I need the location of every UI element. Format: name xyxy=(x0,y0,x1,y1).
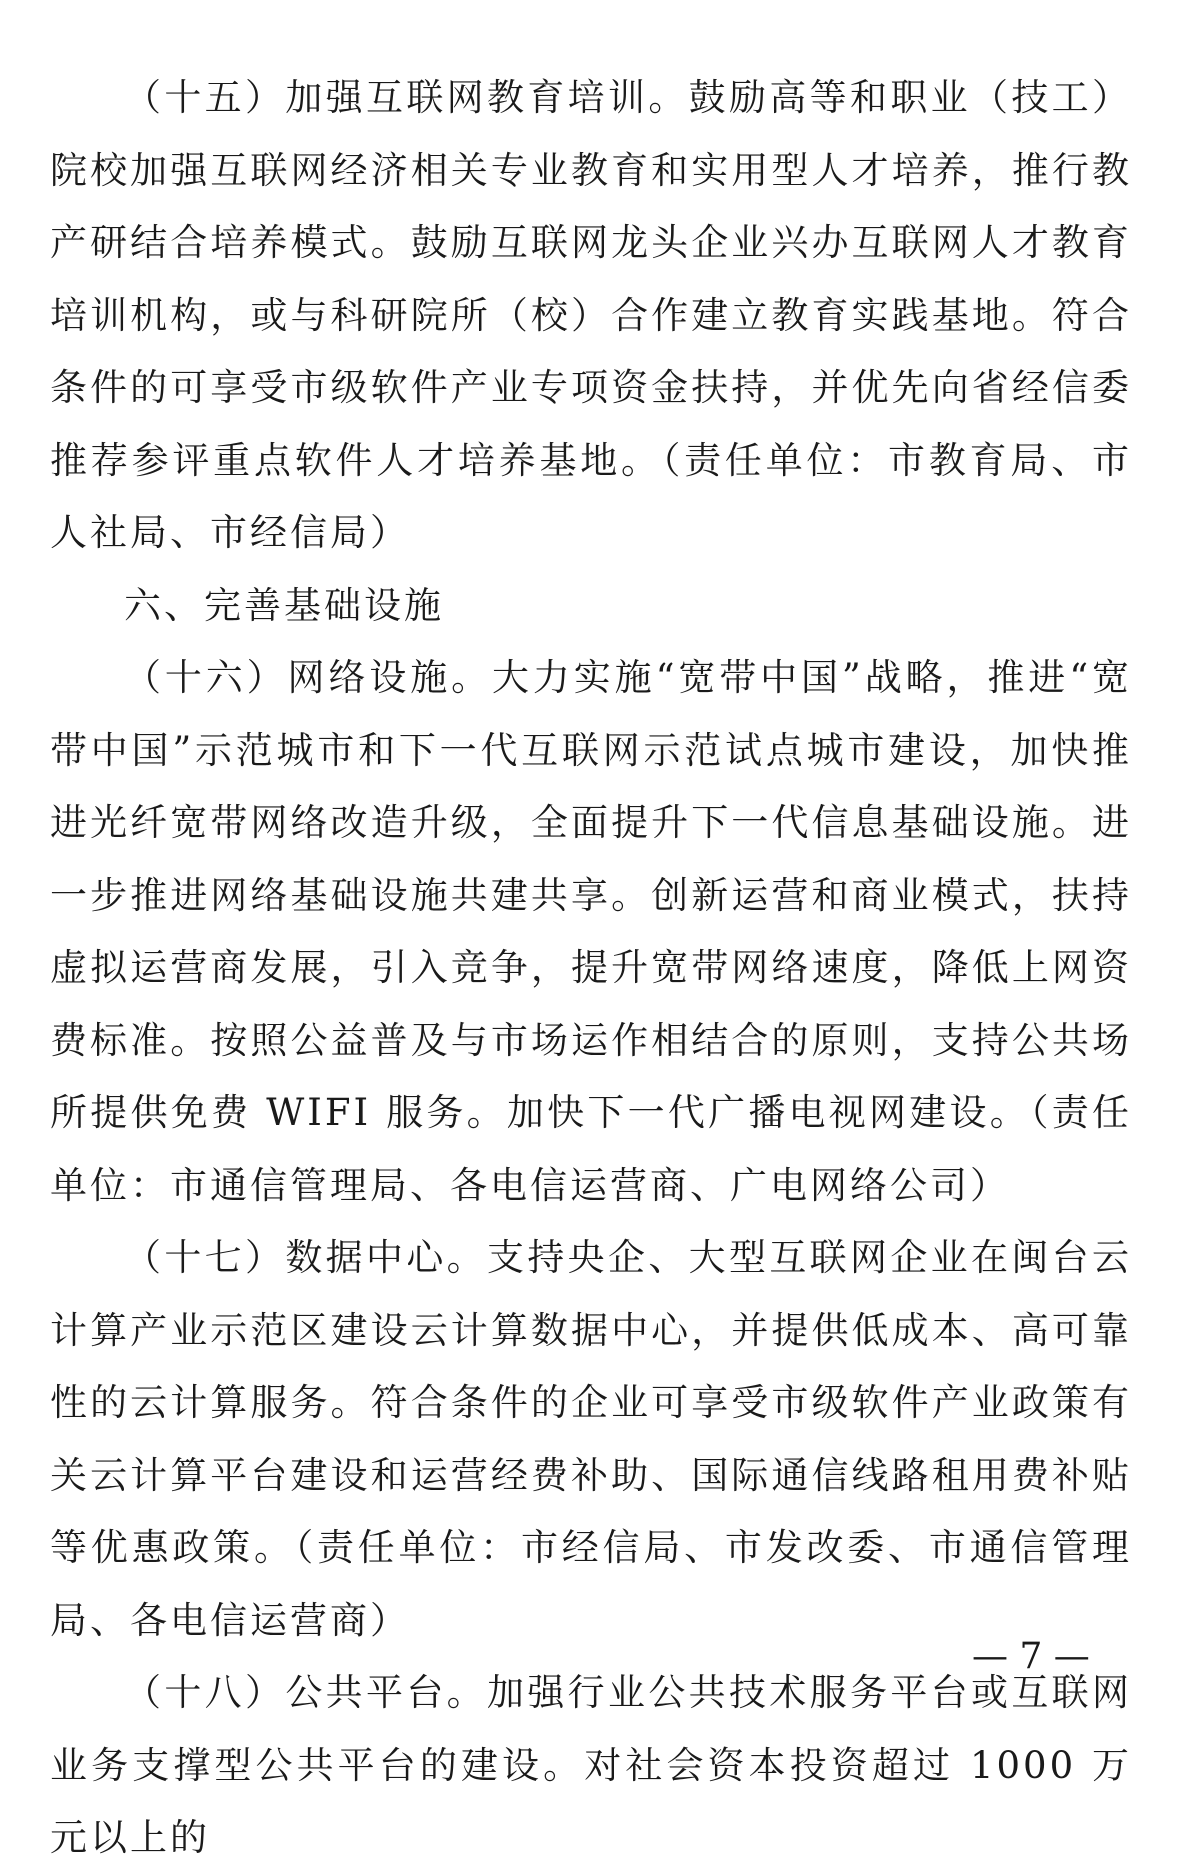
paragraph-education-training: （十五）加强互联网教育培训。鼓励高等和职业（技工）院校加强互联网经济相关专业教育和实用型人才培养，推行教产研结合培养模式。鼓励互联网龙头企业兴办互联网人才教育培训机构，或与科研院所（校）合作建立教育实践基地。符合条件的可享受市级软件产业专项资金扶持，并优先向省经信委推荐参评重点软件人才培养基地。（责任单位：市教育局、市人社局、市经信局） xyxy=(50,76,1132,554)
paragraph-data-center: （十七）数据中心。支持央企、大型互联网企业在闽台云计算产业示范区建设云计算数据中心，并提供低成本、高可靠性的云计算服务。符合条件的企业可享受市级软件产业政策有关云计算平台建设和运营经费补助、国际通信线路租用费补贴等优惠政策。（责任单位：市经信局、市发改委、市通信管理局、各电信运营商） xyxy=(50,1236,1132,1642)
document-body xyxy=(50,62,1132,1875)
paragraph-network-facilities: （十六）网络设施。大力实施“宽带中国”战略，推进“宽带中国”示范城市和下一代互联网示范试点城市建设，加快推进光纤宽带网络改造升级，全面提升下一代信息基础设施。进一步推进网络基础设施共建共享。创新运营和商业模式，扶持虚拟运营商发展，引入竞争，提升宽带网络速度，降低上网资费标准。按照公益普及与市场运作相结合的原则，支持公共场所提供免费 WIFI 服务。加快下一代广播电视网建设。（责任单位：市通信管理局、各电信运营商、广电网络公司） xyxy=(50,656,1132,1207)
paragraph-public-platform: （十八）公共平台。加强行业公共技术服务平台或互联网业务支撑型公共平台的建设。对社会资本投资超过 1000 万元以上的 xyxy=(50,1671,1132,1859)
page-number: — 7 — xyxy=(972,1636,1090,1677)
section-heading-infrastructure: 六、完善基础设施 xyxy=(124,583,444,627)
